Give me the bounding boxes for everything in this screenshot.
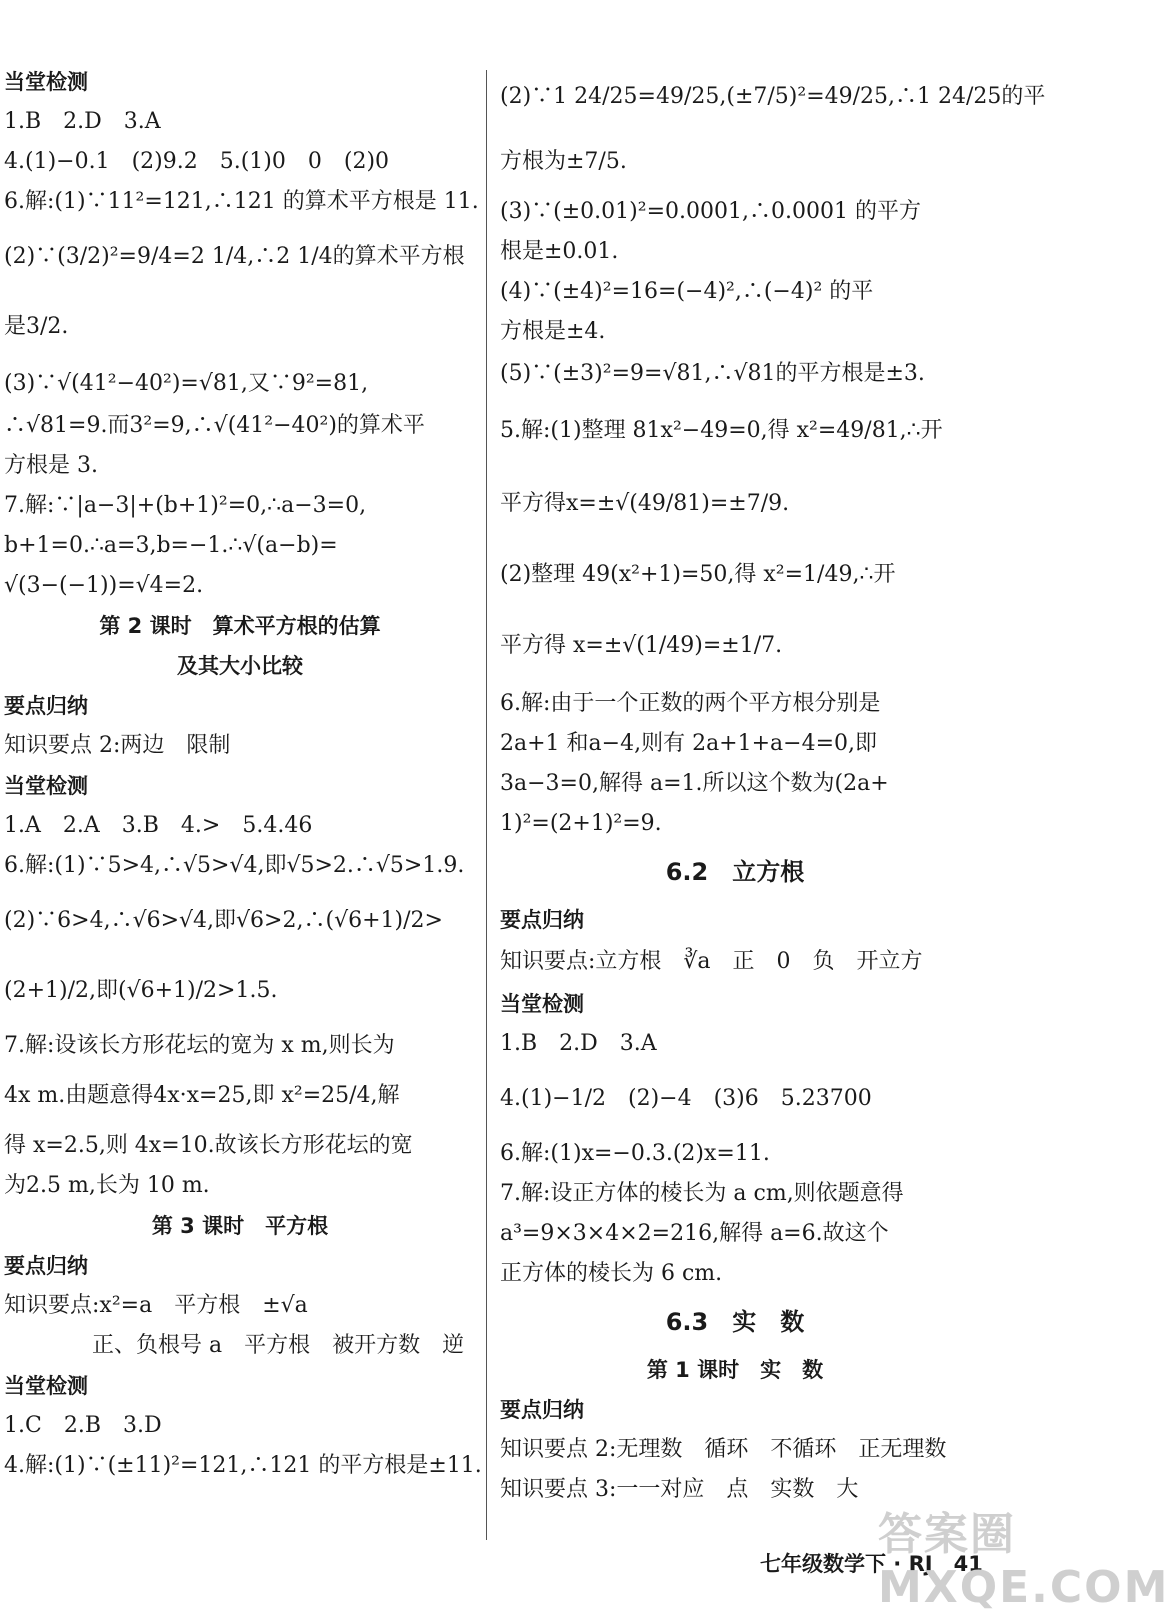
text-line: 是3/2. [4,314,69,339]
text-line: 6.解:(1)x=−0.3.(2)x=11. [500,1141,770,1166]
text-line: (4)∵(±4)²=16=(−4)²,∴(−4)² 的平 [500,279,874,304]
text-line: 根是±0.01. [500,239,619,264]
column-divider [486,70,487,1540]
text-line: 2a+1 和a−4,则有 2a+1+a−4=0,即 [500,731,878,756]
page-footer: 七年级数学下 · RJ 41 [760,1552,983,1576]
text-line: 5.解:(1)整理 81x²−49=0,得 x²=49/81,∴开 [500,418,943,443]
text-line: 知识要点 2:两边 限制 [4,733,231,758]
text-line: 7.解:设正方体的棱长为 a cm,则依题意得 [500,1181,904,1206]
lesson-title: 第 2 课时 算术平方根的估算 [99,614,381,638]
text-line: (2+1)/2,即(√6+1)/2>1.5. [4,978,278,1003]
text-line: 方根是 3. [4,453,98,478]
text-line: (3)∵(±0.01)²=0.0001,∴0.0001 的平方 [500,199,921,224]
text-line: 知识要点:立方根 ∛a 正 0 负 开立方 [500,949,923,974]
text-line: (5)∵(±3)²=9=√81,∴√81的平方根是±3. [500,361,925,386]
text-line: 得 x=2.5,则 4x=10.故该长方形花坛的宽 [4,1133,413,1158]
text-line: (2)∵1 24/25=49/25,(±7/5)²=49/25,∴1 24/25的平 [500,84,1046,109]
text-line: a³=9×3×4×2=216,解得 a=6.故这个 [500,1221,889,1246]
watermark-logo: 答案圈 MXQE.COM [878,1509,1169,1613]
text-line: 正方体的棱长为 6 cm. [500,1261,723,1286]
text-line: 3a−3=0,解得 a=1.所以这个数为(2a+ [500,771,889,796]
text-line: 6.解:由于一个正数的两个平方根分别是 [500,691,881,716]
text-line: 知识要点:x²=a 平方根 ±√a [4,1293,308,1318]
text-line: 6.解:(1)∵5>4,∴√5>√4,即√5>2.∴√5>1.9. [4,853,465,878]
text-line: √(3−(−1))=√4=2. [4,573,204,598]
text-line: 7.解:∵|a−3|+(b+1)²=0,∴a−3=0, [4,493,367,518]
text-line: 平方得x=±√(49/81)=±7/9. [500,491,790,516]
section-heading: 当堂检测 [4,1374,88,1398]
section-heading: 要点归纳 [4,1254,88,1278]
lesson-title: 6.2 立方根 [665,858,805,886]
section-heading: 当堂检测 [500,992,584,1016]
text-line: 正、负根号 a 平方根 被开方数 逆 [4,1333,465,1358]
section-heading: 要点归纳 [500,908,584,932]
lesson-title: 第 3 课时 平方根 [151,1214,329,1238]
text-line: 知识要点 2:无理数 循环 不循环 正无理数 [500,1437,947,1462]
section-heading: 要点归纳 [500,1398,584,1422]
text-line: 方根为±7/5. [500,149,627,174]
lesson-title: 6.3 实 数 [665,1308,805,1336]
text-line: 6.解:(1)∵11²=121,∴121 的算术平方根是 11. [4,189,479,214]
right-column [500,62,1046,1510]
text-line: 平方得 x=±√(1/49)=±1/7. [500,633,783,658]
text-line: 1.C 2.B 3.D [4,1413,162,1438]
section-heading: 当堂检测 [4,70,88,94]
left-column [4,62,482,1486]
text-line: (2)∵(3/2)²=9/4=2 1/4,∴2 1/4的算术平方根 [4,244,465,269]
text-line: 1.B 2.D 3.A [500,1031,657,1056]
text-line: 1.A 2.A 3.B 4.> 5.4.46 [4,813,313,838]
text-line: 为2.5 m,长为 10 m. [4,1173,210,1198]
text-line: (2)整理 49(x²+1)=50,得 x²=1/49,∴开 [500,562,896,587]
text-line: 1.B 2.D 3.A [4,109,161,134]
text-line: 4x m.由题意得4x·x=25,即 x²=25/4,解 [4,1083,400,1108]
text-line: 1)²=(2+1)²=9. [500,811,662,836]
lesson-title: 第 1 课时 实 数 [646,1358,824,1382]
section-heading: 要点归纳 [4,694,88,718]
text-line: 4.(1)−1/2 (2)−4 (3)6 5.23700 [500,1086,872,1111]
text-line: 方根是±4. [500,319,606,344]
text-line: (2)∵6>4,∴√6>√4,即√6>2,∴(√6+1)/2> [4,908,443,933]
text-line: 4.解:(1)∵(±11)²=121,∴121 的平方根是±11. [4,1453,482,1478]
text-line: 7.解:设该长方形花坛的宽为 x m,则长为 [4,1033,395,1058]
text-line: (3)∵√(41²−40²)=√81,又∵9²=81, [4,371,369,396]
section-heading: 当堂检测 [4,774,88,798]
text-line: 4.(1)−0.1 (2)9.2 5.(1)0 0 (2)0 [4,149,390,174]
text-line: b+1=0.∴a=3,b=−1.∴√(a−b)= [4,533,338,558]
lesson-title: 及其大小比较 [177,654,303,678]
text-line: ∴√81=9.而3²=9,∴√(41²−40²)的算术平 [4,413,425,438]
text-line: 知识要点 3:一一对应 点 实数 大 [500,1477,859,1502]
